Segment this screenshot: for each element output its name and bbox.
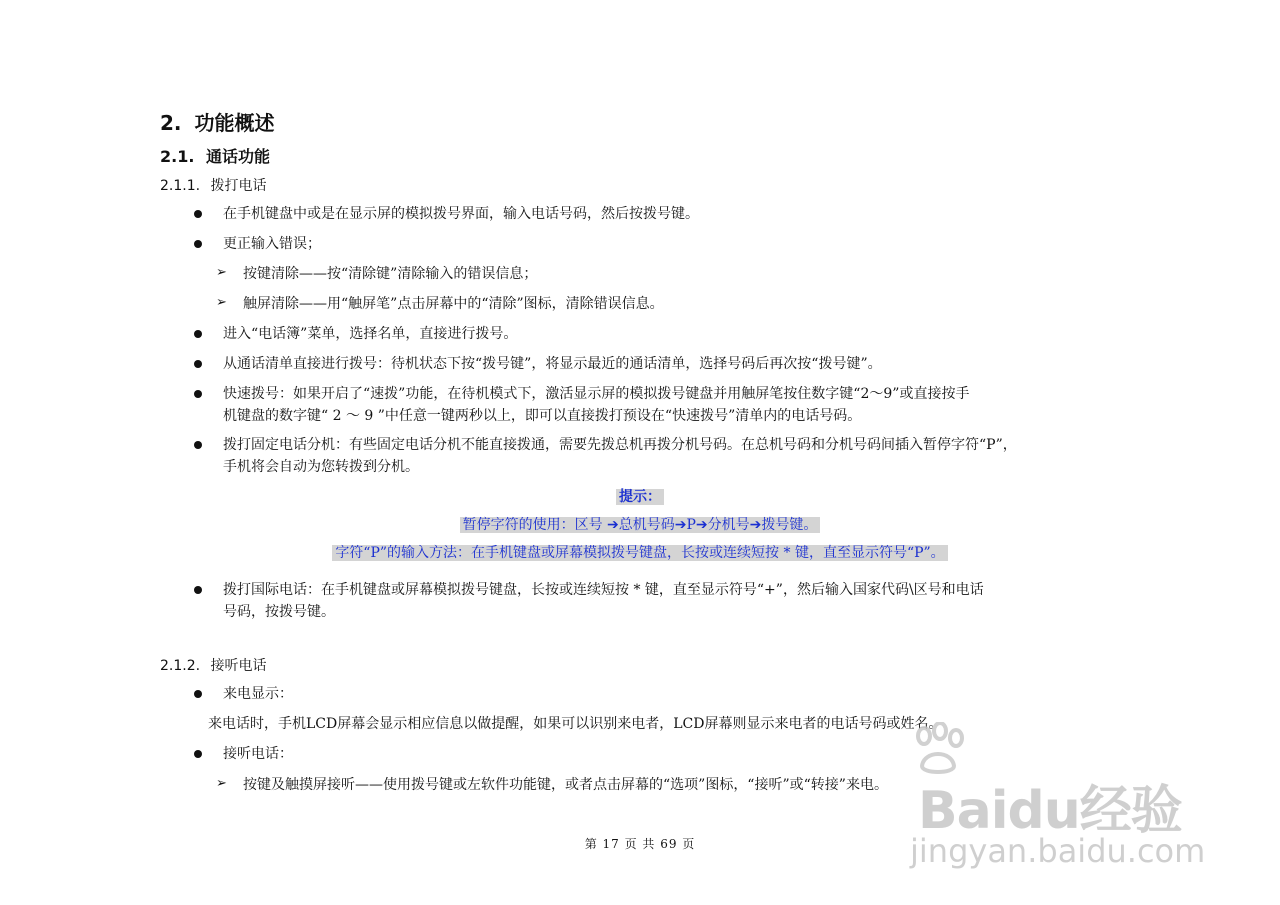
section-number: 2. (160, 111, 182, 135)
list-item-line: 机键盘的数字键“ 2 ～ 9 ”中任意一键两秒以上，即可以直接拨打预设在“快速拨号”清单内的电话号码。 (223, 408, 862, 424)
bullet-icon (194, 240, 202, 248)
list-item: 进入“电话簿”菜单，选择名单，直接进行拨号。 (223, 326, 518, 342)
list-item-line: 手机将会自动为您转拨到分机。 (223, 459, 419, 475)
sub-list-item: 按键及触摸屏接听——使用拨号键或左软件功能键，或者点击屏幕的“选项”图标，“接听”或“转接”来电。 (243, 777, 888, 793)
bullet-icon (194, 390, 202, 398)
list-item: 接听电话： (223, 746, 293, 762)
watermark (900, 720, 1220, 870)
subsection-number: 2.1. (160, 147, 195, 166)
bullet-icon (194, 441, 202, 449)
hint-line: 字符“P”的输入方法：在手机键盘或屏幕模拟拨号键盘，长按或连续短按 * 键，直至显示符号“P”。 (332, 545, 947, 561)
list-item-line: 号码，按拨号键。 (223, 604, 335, 620)
heading-number: 2.1.2. (160, 658, 201, 674)
bullet-icon (194, 330, 202, 338)
hint-line: 暂停字符的使用：区号 ➔总机号码➔P➔分机号➔拨号键。 (460, 517, 821, 533)
section-title: 功能概述 (194, 111, 275, 135)
page-number: 第 17 页 共 69 页 (584, 837, 696, 851)
bullet-icon (194, 586, 202, 594)
bullet-icon (194, 360, 202, 368)
sub-list-item: 触屏清除——用“触屏笔”点击屏幕中的“清除”图标，清除错误信息。 (243, 296, 664, 312)
list-item: 从通话清单直接进行拨号：待机状态下按“拨号键”，将显示最近的通话清单，选择号码后再次按“拨号键”。 (223, 356, 882, 372)
bullet-icon (194, 690, 202, 698)
subsection-title: 通话功能 (206, 147, 271, 166)
hint-title: 提示： (616, 489, 664, 505)
heading-title: 拨打电话 (210, 178, 267, 194)
arrow-bullet-icon: ➢ (216, 776, 227, 791)
paragraph: 来电话时，手机LCD屏幕会显示相应信息以做提醒，如果可以识别来电者，LCD屏幕则显示来电者的电话号码或姓名。 (208, 716, 943, 732)
heading-2-1-2 (160, 655, 267, 675)
heading-number: 2.1.1. (160, 178, 201, 194)
subsection-heading (160, 144, 270, 167)
heading-title: 接听电话 (210, 658, 267, 674)
watermark-url: jingyan.baidu.com (910, 832, 1206, 870)
heading-2-1-1 (160, 175, 267, 195)
list-item-line: 拨打国际电话：在手机键盘或屏幕模拟拨号键盘，长按或连续短按 * 键，直至显示符号“+”，然后输入国家代码\区号和电话 (223, 582, 984, 598)
watermark-logo: Baidu经验 (918, 781, 1182, 841)
list-item: 在手机键盘中或是在显示屏的模拟拨号界面，输入电话号码，然后按拨号键。 (223, 206, 699, 222)
list-item: 来电显示： (223, 686, 293, 702)
hint-block (0, 486, 1280, 562)
arrow-bullet-icon: ➢ (216, 295, 227, 310)
arrow-bullet-icon: ➢ (216, 265, 227, 280)
list-item-line: 拨打固定电话分机：有些固定电话分机不能直接拨通，需要先拨总机再拨分机号码。在总机号码和分机号码间插入暂停字符“P”， (223, 437, 1017, 453)
list-item-line: 快速拨号：如果开启了“速拨”功能，在待机模式下，激活显示屏的模拟拨号键盘并用触屏笔按住数字键“2～9”或直接按手 (223, 386, 970, 402)
bullet-icon (194, 210, 202, 218)
bullet-icon (194, 750, 202, 758)
section-heading (160, 107, 274, 136)
sub-list-item: 按键清除——按“清除键”清除输入的错误信息； (243, 266, 538, 282)
list-item: 更正输入错误； (223, 236, 321, 252)
